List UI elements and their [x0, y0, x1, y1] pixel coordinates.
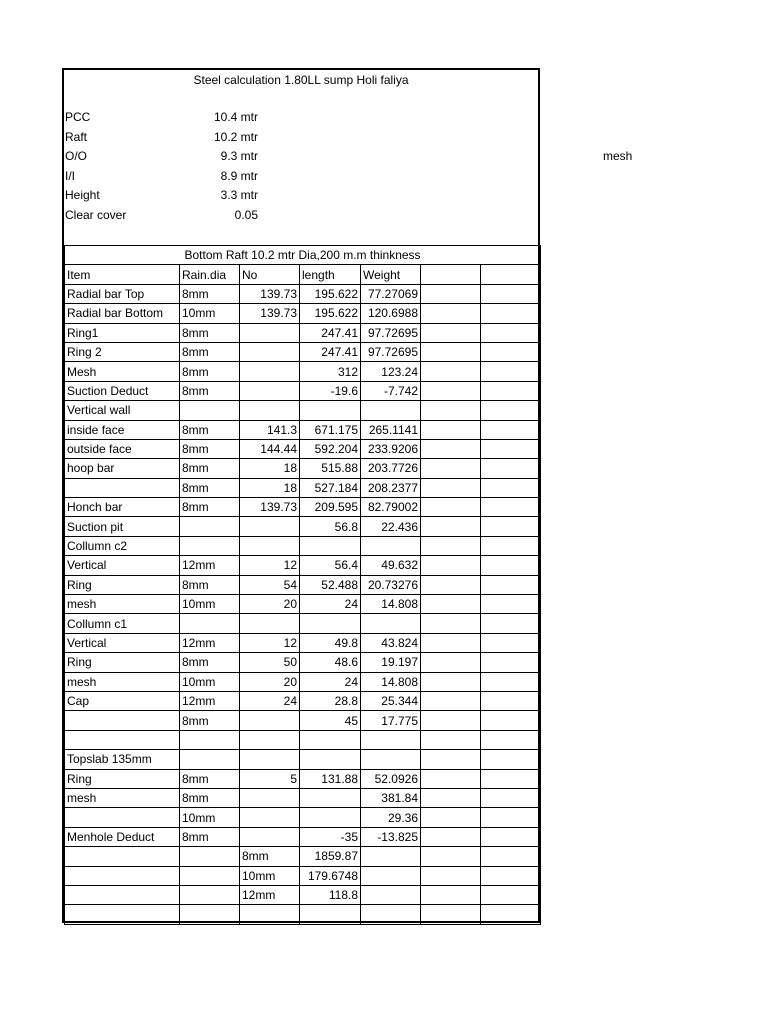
table-cell [421, 401, 481, 420]
table-row [65, 342, 541, 361]
table-cell: Collumn c1 [65, 614, 180, 633]
table-cell: Cap [65, 691, 180, 710]
table-cell [240, 788, 300, 807]
table-cell: 24 [240, 691, 300, 710]
table-row [65, 885, 541, 904]
table-cell [300, 536, 361, 555]
table-cell: 118.8 [300, 885, 361, 904]
table-cell [180, 730, 240, 749]
table-row [65, 420, 541, 439]
table-cell [240, 536, 300, 555]
table-cell: 195.622 [300, 284, 361, 303]
table-cell: 247.41 [300, 342, 361, 361]
table-cell [240, 362, 300, 381]
table-cell [361, 847, 421, 866]
table-cell [481, 498, 541, 517]
table-cell: hoop bar [65, 459, 180, 478]
column-header: Weight [361, 265, 421, 284]
table-cell: 139.73 [240, 498, 300, 517]
table-cell [421, 362, 481, 381]
table-cell: 10mm [180, 304, 240, 323]
table-cell: mesh [65, 672, 180, 691]
table-cell [481, 595, 541, 614]
table-cell: 24 [300, 595, 361, 614]
table-cell [481, 536, 541, 555]
table-cell: 1859.87 [300, 847, 361, 866]
table-cell [481, 362, 541, 381]
table-row [65, 808, 541, 827]
table-cell: 52.488 [300, 575, 361, 594]
table-row [65, 284, 541, 303]
table-cell: 49.632 [361, 556, 421, 575]
table-cell [180, 905, 240, 924]
table-row [65, 381, 541, 400]
table-cell: 120.6988 [361, 304, 421, 323]
table-cell [180, 866, 240, 885]
table-row [65, 672, 541, 691]
table-cell [481, 847, 541, 866]
table-cell [421, 478, 481, 497]
table-cell [421, 498, 481, 517]
table-cell [65, 808, 180, 827]
table-cell [481, 769, 541, 788]
table-cell: Ring 2 [65, 342, 180, 361]
table-cell: 592.204 [300, 439, 361, 458]
table-cell: 82.79002 [361, 498, 421, 517]
table-cell [481, 342, 541, 361]
table-cell: 8mm [240, 847, 300, 866]
table-cell [481, 633, 541, 652]
table-cell: 8mm [180, 420, 240, 439]
table-cell [481, 885, 541, 904]
table-cell [421, 517, 481, 536]
table-cell: 203.7726 [361, 459, 421, 478]
table-caption-row [65, 246, 541, 265]
table-cell [180, 885, 240, 904]
table-cell: 312 [300, 362, 361, 381]
table-cell [421, 866, 481, 885]
table-cell: 8mm [180, 711, 240, 730]
table-cell [481, 381, 541, 400]
table-cell: 20.73276 [361, 575, 421, 594]
table-cell: Honch bar [65, 498, 180, 517]
table-cell [481, 866, 541, 885]
table-cell [421, 672, 481, 691]
table-cell: 25.344 [361, 691, 421, 710]
table-cell: mesh [65, 788, 180, 807]
table-cell [240, 905, 300, 924]
table-cell: -7.742 [361, 381, 421, 400]
table-row [65, 362, 541, 381]
table-cell [481, 323, 541, 342]
table-cell [421, 827, 481, 846]
table-cell: 139.73 [240, 304, 300, 323]
table-cell [180, 614, 240, 633]
table-cell: 8mm [180, 827, 240, 846]
table-cell [240, 342, 300, 361]
table-cell [240, 401, 300, 420]
table-cell [240, 381, 300, 400]
table-cell: 20 [240, 595, 300, 614]
table-cell: 10mm [180, 595, 240, 614]
table-cell [481, 730, 541, 749]
table-cell: 77.27069 [361, 284, 421, 303]
table-cell [180, 517, 240, 536]
param-value: 8.9 mtr [220, 168, 258, 183]
table-cell: 14.808 [361, 672, 421, 691]
table-caption: Bottom Raft 10.2 mtr Dia,200 m.m thinkness [65, 246, 541, 265]
table-cell [361, 401, 421, 420]
table-cell [421, 750, 481, 769]
param-value: 9.3 mtr [220, 149, 258, 163]
table-cell [180, 536, 240, 555]
param-label: I/I [65, 168, 76, 183]
table-cell [481, 827, 541, 846]
table-cell: Vertical [65, 633, 180, 652]
table-cell [240, 323, 300, 342]
table-cell: 19.197 [361, 653, 421, 672]
table-cell [361, 905, 421, 924]
table-row [65, 711, 541, 730]
table-cell: 12mm [180, 691, 240, 710]
table-row [65, 459, 541, 478]
table-cell [481, 808, 541, 827]
table-cell: 8mm [180, 653, 240, 672]
table-cell [421, 420, 481, 439]
table-cell [421, 711, 481, 730]
table-cell [300, 905, 361, 924]
table-cell: 22.436 [361, 517, 421, 536]
table-cell [240, 730, 300, 749]
column-header [481, 265, 541, 284]
table-cell [180, 847, 240, 866]
table-row [65, 788, 541, 807]
table-cell [421, 342, 481, 361]
table-cell [481, 691, 541, 710]
table-cell [421, 459, 481, 478]
table-cell: 247.41 [300, 323, 361, 342]
table-cell [421, 381, 481, 400]
param-label: O/O [65, 149, 88, 163]
table-cell [180, 750, 240, 769]
table-cell: 49.8 [300, 633, 361, 652]
table-cell [421, 323, 481, 342]
column-header: Rain.dia [180, 265, 240, 284]
table-row [65, 905, 541, 924]
table-cell [240, 614, 300, 633]
table-row [65, 478, 541, 497]
table-cell: 123.24 [361, 362, 421, 381]
table-cell [65, 885, 180, 904]
table-cell [65, 711, 180, 730]
table-cell [300, 808, 361, 827]
table-cell: -35 [300, 827, 361, 846]
table-cell: 29.36 [361, 808, 421, 827]
table-cell [421, 769, 481, 788]
table-cell: 8mm [180, 575, 240, 594]
table-cell: Ring [65, 769, 180, 788]
table-cell: 381.84 [361, 788, 421, 807]
table-row [65, 517, 541, 536]
table-cell: 17.775 [361, 711, 421, 730]
table-cell: Mesh [65, 362, 180, 381]
table-cell [421, 847, 481, 866]
table-cell: 24 [300, 672, 361, 691]
table-cell [65, 905, 180, 924]
table-cell [240, 808, 300, 827]
table-cell: 10mm [180, 808, 240, 827]
table-cell: 8mm [180, 769, 240, 788]
table-cell: 515.88 [300, 459, 361, 478]
table-cell: 56.8 [300, 517, 361, 536]
table-cell [421, 439, 481, 458]
table-cell: Ring [65, 575, 180, 594]
table-cell [481, 556, 541, 575]
table-cell: Ring [65, 653, 180, 672]
table-cell [65, 847, 180, 866]
table-row [65, 769, 541, 788]
table-cell [421, 575, 481, 594]
table-cell: 45 [300, 711, 361, 730]
table-row [65, 633, 541, 652]
table-cell: 20 [240, 672, 300, 691]
table-row [65, 614, 541, 633]
table-cell: 10mm [240, 866, 300, 885]
table-cell [421, 304, 481, 323]
table-row [65, 866, 541, 885]
table-cell [481, 284, 541, 303]
table-cell [300, 401, 361, 420]
table-cell: 12mm [180, 556, 240, 575]
table-cell: 50 [240, 653, 300, 672]
table-cell [65, 730, 180, 749]
table-cell [421, 905, 481, 924]
table-cell [481, 439, 541, 458]
table-cell [240, 750, 300, 769]
table-cell: Vertical wall [65, 401, 180, 420]
table-cell [481, 575, 541, 594]
steel-table [64, 245, 541, 925]
table-cell: Suction pit [65, 517, 180, 536]
table-cell: inside face [65, 420, 180, 439]
param-label: Clear cover [65, 207, 127, 222]
table-cell: 56.4 [300, 556, 361, 575]
table-cell [65, 866, 180, 885]
table-cell [361, 730, 421, 749]
table-row [65, 575, 541, 594]
table-cell: 131.88 [300, 769, 361, 788]
table-cell [421, 788, 481, 807]
table-cell [421, 536, 481, 555]
table-cell [240, 517, 300, 536]
table-row [65, 750, 541, 769]
table-cell [421, 653, 481, 672]
table-cell: -13.825 [361, 827, 421, 846]
table-row [65, 653, 541, 672]
table-cell [240, 827, 300, 846]
table-row [65, 691, 541, 710]
table-row [65, 498, 541, 517]
table-cell: 144.44 [240, 439, 300, 458]
param-label: PCC [65, 110, 91, 124]
table-cell: -19.6 [300, 381, 361, 400]
table-cell [481, 672, 541, 691]
table-cell [421, 556, 481, 575]
table-cell [421, 691, 481, 710]
table-cell: Ring1 [65, 323, 180, 342]
table-cell [421, 633, 481, 652]
table-cell: mesh [65, 595, 180, 614]
table-cell: 8mm [180, 342, 240, 361]
table-header-row [65, 265, 541, 284]
table-row [65, 730, 541, 749]
table-cell: 54 [240, 575, 300, 594]
table-cell: outside face [65, 439, 180, 458]
table-cell [481, 905, 541, 924]
table-cell: 12 [240, 556, 300, 575]
table-cell [481, 614, 541, 633]
table-cell [421, 284, 481, 303]
table-cell: 8mm [180, 284, 240, 303]
table-cell: 12 [240, 633, 300, 652]
param-value: 10.2 mtr [213, 129, 258, 144]
table-cell: 209.595 [300, 498, 361, 517]
table-cell: Radial bar Bottom [65, 304, 180, 323]
table-cell [361, 885, 421, 904]
table-cell [361, 614, 421, 633]
table-cell [481, 653, 541, 672]
table-cell [421, 885, 481, 904]
table-cell [481, 750, 541, 769]
table-cell: 208.2377 [361, 478, 421, 497]
table-cell [481, 459, 541, 478]
param-label: Raft [65, 129, 88, 144]
table-cell [300, 614, 361, 633]
table-cell [300, 730, 361, 749]
table-cell: 10mm [180, 672, 240, 691]
table-cell [481, 304, 541, 323]
table-cell: 12mm [240, 885, 300, 904]
table-cell [481, 711, 541, 730]
table-cell [300, 788, 361, 807]
column-header: No [240, 265, 300, 284]
column-header: Item [65, 265, 180, 284]
table-row [65, 536, 541, 555]
table-cell: 141.3 [240, 420, 300, 439]
param-label: Height [65, 188, 100, 202]
table-row [65, 827, 541, 846]
table-cell [65, 478, 180, 497]
table-cell: 8mm [180, 498, 240, 517]
table-cell: 265.1141 [361, 420, 421, 439]
spreadsheet-sheet [62, 68, 540, 923]
table-cell: 18 [240, 459, 300, 478]
table-cell [481, 517, 541, 536]
table-cell: 5 [240, 769, 300, 788]
param-value: 0.05 [234, 207, 258, 222]
table-cell: Collumn c2 [65, 536, 180, 555]
param-value: 10.4 mtr [213, 110, 258, 124]
table-cell [481, 401, 541, 420]
table-cell: 18 [240, 478, 300, 497]
table-cell: 12mm [180, 633, 240, 652]
table-cell [240, 711, 300, 730]
table-row [65, 401, 541, 420]
table-cell: Vertical [65, 556, 180, 575]
table-cell [180, 401, 240, 420]
table-cell [421, 595, 481, 614]
table-cell [300, 750, 361, 769]
table-row [65, 439, 541, 458]
table-cell: 8mm [180, 788, 240, 807]
table-cell: 48.6 [300, 653, 361, 672]
table-cell: 8mm [180, 362, 240, 381]
table-row [65, 595, 541, 614]
table-cell: 8mm [180, 459, 240, 478]
table-cell [481, 420, 541, 439]
table-cell: 14.808 [361, 595, 421, 614]
table-cell: 195.622 [300, 304, 361, 323]
table-cell: Suction Deduct [65, 381, 180, 400]
table-cell: Topslab 135mm [65, 750, 180, 769]
table-cell: 97.72695 [361, 342, 421, 361]
table-cell: Radial bar Top [65, 284, 180, 303]
table-row [65, 304, 541, 323]
table-row [65, 847, 541, 866]
table-row [65, 556, 541, 575]
table-cell: 8mm [180, 478, 240, 497]
table-cell: 8mm [180, 381, 240, 400]
table-cell [361, 750, 421, 769]
table-cell: 43.824 [361, 633, 421, 652]
param-value: 3.3 mtr [220, 188, 258, 202]
table-cell: 233.9206 [361, 439, 421, 458]
table-cell: 179.6748 [300, 866, 361, 885]
column-header [421, 265, 481, 284]
table-cell [361, 536, 421, 555]
table-row [65, 323, 541, 342]
column-header: length [300, 265, 361, 284]
table-cell: 527.184 [300, 478, 361, 497]
table-cell [361, 866, 421, 885]
table-cell: 139.73 [240, 284, 300, 303]
table-cell [421, 808, 481, 827]
table-cell: 28.8 [300, 691, 361, 710]
table-cell: 8mm [180, 323, 240, 342]
table-cell: 52.0926 [361, 769, 421, 788]
table-cell: 97.72695 [361, 323, 421, 342]
table-cell [421, 614, 481, 633]
table-cell [481, 478, 541, 497]
side-note-mesh: mesh [603, 149, 633, 163]
sheet-title: Steel calculation 1.80LL sump Holi faliya [193, 73, 409, 87]
table-cell: Menhole Deduct [65, 827, 180, 846]
table-cell [481, 788, 541, 807]
table-cell: 671.175 [300, 420, 361, 439]
table-cell: 8mm [180, 439, 240, 458]
table-cell [421, 730, 481, 749]
